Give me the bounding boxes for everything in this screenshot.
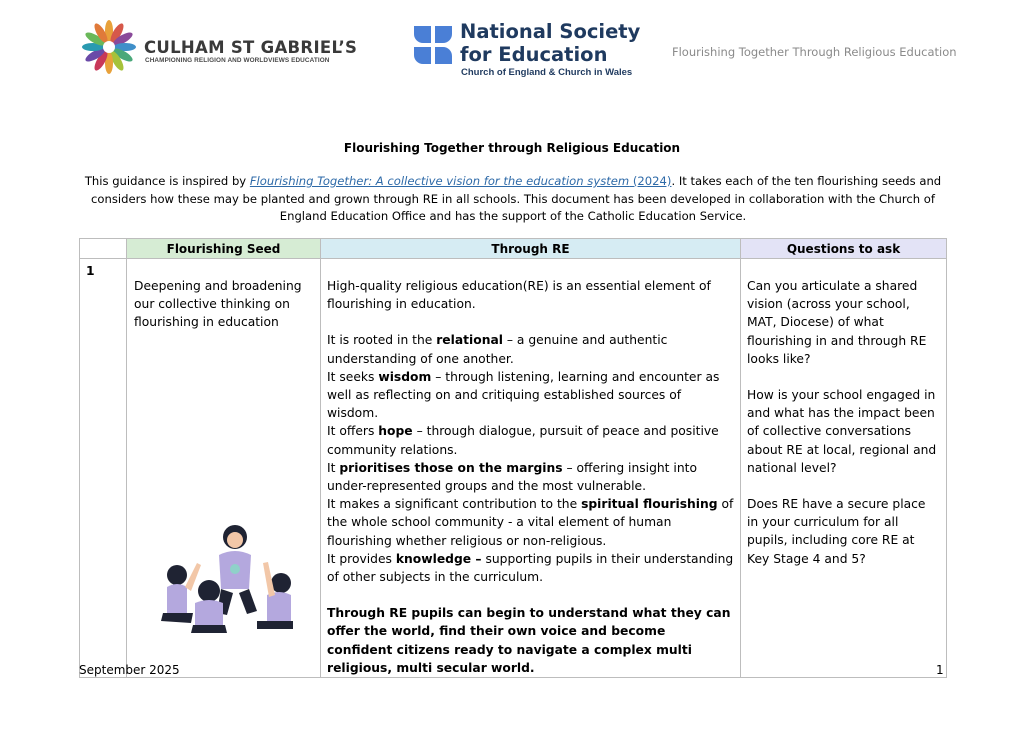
national-society-subtitle: Church of England & Church in Wales [461, 67, 633, 78]
question-1: Can you articulate a shared vision (across your school, MAT, Diocese) of what flourishing in and through RE looks like? [747, 279, 927, 366]
table-row [80, 259, 947, 678]
re-closing-statement [327, 604, 734, 677]
re-s2-post: – through listening, learning and encounter as well as reflecting on and critiquing established sources of wisdom. [327, 369, 720, 421]
question-3: Does RE have a secure place in your curriculum for all pupils, including core RE at Key Stage 4 and 5? [747, 497, 926, 566]
footer-page-number: 1 [936, 663, 944, 677]
header-questions-to-ask: Questions to ask [741, 239, 947, 259]
footer-date: September 2025 [79, 663, 180, 677]
intro-after: . It takes each of the ten flourishing seeds and considers how these may be planted and grown through RE in all schools. This document has been developed in collaboration with the Church of England Education Office and has the support of the Catholic Education Service. [91, 174, 942, 223]
culham-logo-tagline: CHAMPIONING RELIGION AND WORLDVIEWS EDUCATION [145, 57, 330, 64]
culham-logo-name: CULHAM ST GABRIEL’S [144, 38, 358, 57]
re-s1-pre: It is rooted in the [327, 333, 437, 348]
re-s3-pre: It offers [327, 424, 379, 439]
flourishing-table [79, 238, 947, 678]
re-s6-bold: knowledge – [395, 551, 482, 566]
re-s5-pre: It makes a significant contribution to the [327, 497, 582, 512]
seed-text: Deepening and broadening our collective thinking on flourishing in education [134, 279, 302, 330]
culham-st-gabriels-logo [78, 16, 368, 80]
national-society-logo [412, 20, 642, 82]
questions-cell [741, 259, 947, 678]
national-society-name [460, 20, 640, 66]
intro-link-year: (2024) [629, 174, 672, 188]
re-statement-margins [327, 459, 734, 495]
re-s6-pre: It provides [327, 551, 396, 566]
re-s5-bold: spiritual flourishing [581, 497, 718, 512]
header-through-re: Through RE [321, 239, 741, 259]
re-s4-post: – offering insight into under-represented groups and the most vulnerable. [327, 460, 697, 494]
question-2: How is your school engaged in and what has the impact been of collective conversations about RE at local, regional and national level? [747, 388, 937, 475]
re-statement-spiritual [327, 495, 734, 550]
re-s6-post: supporting pupils in their understanding of other subjects in the curriculum. [327, 551, 734, 585]
re-statement-hope [327, 422, 734, 458]
ns-name-line1: National Society [460, 20, 641, 43]
intro-before: This guidance is inspired by [84, 174, 250, 188]
seed-cell [127, 259, 321, 678]
re-statement-relational [327, 331, 734, 367]
re-statement-wisdom [327, 368, 734, 423]
header-running-title: Flourishing Together Through Religious Education [672, 45, 957, 59]
re-s3-post: – through dialogue, pursuit of peace and positive community relations. [327, 424, 719, 457]
table-header-row [80, 239, 947, 259]
re-s1-bold: relational [436, 333, 503, 348]
re-s5-post: of the whole school community - a vital element of human flourishing whether religious or non-religious. [327, 497, 734, 548]
re-s4-pre: It [327, 460, 340, 475]
document-title: Flourishing Together through Religious Education [343, 141, 681, 155]
intro-link-title: Flourishing Together: A collective vision for the education system [249, 174, 630, 188]
re-s2-bold: wisdom [378, 369, 432, 384]
header-number [80, 239, 127, 259]
re-s4-bold: prioritises those on the margins [339, 460, 563, 475]
re-s2-pre: It seeks [327, 369, 379, 384]
re-intro: High-quality religious education(RE) is an essential element of flourishing in education. [327, 279, 711, 312]
header-flourishing-seed: Flourishing Seed [127, 239, 321, 259]
re-statement-knowledge [327, 550, 734, 586]
intro-paragraph [80, 173, 946, 226]
intro-link[interactable] [250, 174, 672, 188]
re-s3-bold: hope [378, 424, 413, 439]
ns-name-line2: for Education [460, 43, 608, 66]
through-re-cell [321, 259, 741, 678]
re-s1-post: – a genuine and authentic understanding of one another. [327, 333, 668, 366]
re-closing-bold: Through RE pupils can begin to understand what they can offer the world, find their own voice and become confident citizens ready to navigate a complex multi religious, multi secular world. [327, 606, 731, 675]
children-circle-illustration [145, 517, 303, 637]
row-number: 1 [80, 259, 127, 678]
national-society-petal-icon [412, 24, 454, 66]
culham-flower-emblem-icon [78, 16, 140, 78]
